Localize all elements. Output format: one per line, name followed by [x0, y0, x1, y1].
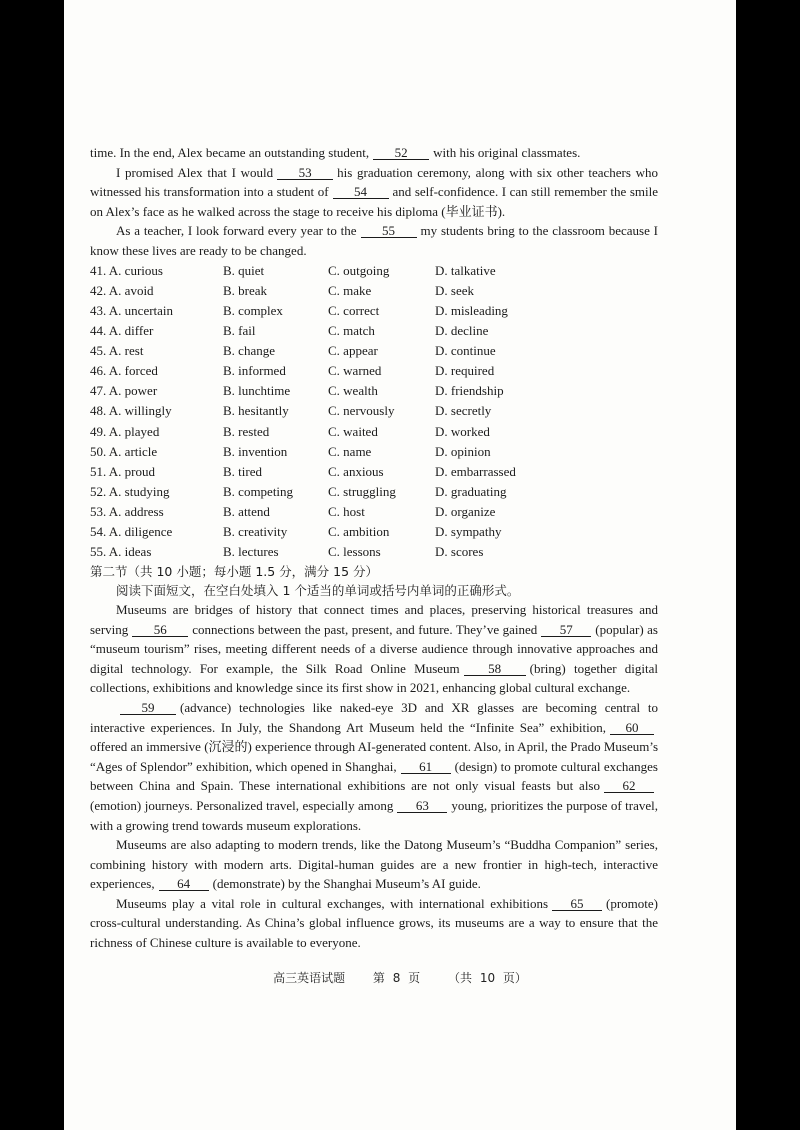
option-row-44	[90, 321, 658, 341]
option-row-42	[90, 281, 658, 301]
option-d[interactable]: D. required	[435, 363, 495, 379]
option-c[interactable]: C. ambition	[328, 524, 390, 540]
option-d[interactable]: D. opinion	[435, 443, 491, 459]
option-c[interactable]: C. name	[328, 443, 372, 459]
option-a[interactable]: 44. A. differ	[90, 323, 154, 339]
option-d[interactable]: D. decline	[435, 323, 489, 339]
text: connections between the past, present, and future. They’ve gained	[192, 621, 538, 637]
option-d[interactable]: D. misleading	[435, 303, 508, 318]
option-c[interactable]: C. warned	[328, 363, 382, 379]
option-a[interactable]: 45. A. rest	[90, 343, 144, 359]
option-b[interactable]: B. break	[223, 282, 268, 298]
option-d[interactable]: D. secretly	[435, 403, 492, 419]
option-row-43	[90, 301, 658, 321]
option-c[interactable]: C. wealth	[328, 383, 378, 399]
option-d[interactable]: D. embarrassed	[435, 463, 516, 479]
footer-subject: 高三英语试题	[273, 971, 346, 985]
option-d[interactable]: D. sympathy	[435, 524, 502, 540]
option-c[interactable]: C. host	[328, 503, 365, 519]
option-b[interactable]: B. rested	[223, 423, 270, 439]
text: and self-confidence. I can still remember the smile on Alex’s face as he walked across the stage to receive his diploma (毕业证书).	[90, 184, 658, 219]
option-a[interactable]: 49. A. played	[90, 423, 160, 439]
option-b[interactable]: B. attend	[223, 503, 270, 519]
option-c[interactable]: C. struggling	[328, 483, 396, 499]
blank-65[interactable]: 65	[552, 897, 602, 911]
paragraph-2	[90, 698, 658, 835]
option-b[interactable]: B. quiet	[223, 262, 265, 278]
option-c[interactable]: C. match	[328, 323, 375, 339]
option-b[interactable]: B. change	[223, 343, 275, 359]
option-d[interactable]: D. talkative	[435, 262, 496, 278]
option-row-53	[90, 502, 658, 522]
option-d[interactable]: D. seek	[435, 282, 474, 298]
option-d[interactable]: D. worked	[435, 423, 490, 439]
paragraph-1	[90, 600, 658, 698]
option-b[interactable]: B. tired	[223, 463, 262, 479]
blank-53[interactable]: 53	[277, 166, 333, 180]
option-a[interactable]: 54. A. diligence	[90, 524, 173, 540]
option-d[interactable]: D. organize	[435, 503, 496, 519]
page-footer	[64, 969, 736, 986]
option-row-48	[90, 401, 658, 421]
text: his graduation ceremony, along with six other teachers who witnessed his transformation into a student of	[90, 164, 658, 200]
option-row-47	[90, 381, 658, 401]
option-a[interactable]: 55. A. ideas	[90, 544, 152, 560]
option-row-46	[90, 361, 658, 381]
option-b[interactable]: B. hesitantly	[223, 403, 289, 419]
blank-61[interactable]: 61	[401, 760, 451, 774]
option-c[interactable]: C. anxious	[328, 463, 384, 479]
text: I promised Alex that I would	[116, 164, 274, 180]
paragraph-4	[90, 894, 658, 953]
option-row-49	[90, 421, 658, 441]
option-b[interactable]: B. informed	[223, 363, 286, 379]
text: (advance) technologies like naked-eye 3D and XR glasses are becoming central to interactive experiences. In July, the Shandong Art Museum held the “Infinite Sea” exhibition,	[90, 699, 658, 735]
option-c[interactable]: C. make	[328, 282, 372, 298]
option-a[interactable]: 43. A. uncertain	[90, 303, 174, 318]
option-c[interactable]: C. waited	[328, 423, 378, 439]
blank-62[interactable]: 62	[604, 779, 654, 793]
option-row-54	[90, 522, 658, 542]
option-a[interactable]: 52. A. studying	[90, 483, 170, 499]
option-row-51	[90, 462, 658, 482]
text: (popular) as “museum tourism” rises, meeting different needs of a diverse audience through innovative approaches and digital technology. For example, the Silk Road Online Museum	[90, 621, 658, 676]
option-b[interactable]: B. creativity	[223, 524, 288, 540]
option-d[interactable]: D. graduating	[435, 483, 507, 499]
option-c[interactable]: C. lessons	[328, 544, 381, 560]
text: young, prioritizes the purpose of travel, with a growing trend towards museum explorations.	[90, 797, 659, 833]
text: (bring) together digital collections, exhibitions and knowledge since its first show in 2021, enhancing global cultural exchange.	[90, 660, 658, 696]
option-c[interactable]: C. correct	[328, 303, 380, 318]
options-list	[90, 261, 658, 562]
option-c[interactable]: C. nervously	[328, 403, 395, 419]
option-a[interactable]: 46. A. forced	[90, 363, 158, 379]
option-row-55	[90, 542, 658, 562]
text: (design) to promote cultural exchanges between China and Spain. These international exhibitions are not only visual feasts but also	[90, 758, 658, 794]
blank-55[interactable]: 55	[361, 224, 417, 238]
blank-54[interactable]: 54	[333, 185, 389, 199]
option-b[interactable]: B. invention	[223, 443, 288, 459]
option-a[interactable]: 48. A. willingly	[90, 403, 172, 419]
option-b[interactable]: B. fail	[223, 323, 256, 339]
exam-page	[64, 0, 736, 1130]
blank-64[interactable]: 64	[159, 877, 209, 891]
blank-63[interactable]: 63	[397, 799, 447, 813]
text: Museums are also adapting to modern trends, like the Datong Museum’s “Buddha Companion” series, combining history with modern arts. Digital-human guides are a new frontier in high-tech, interactive experiences,	[90, 837, 658, 892]
option-d[interactable]: D. continue	[435, 343, 496, 359]
option-row-41	[90, 261, 658, 281]
passage-paragraph-53-54	[90, 163, 658, 222]
option-b[interactable]: B. lectures	[223, 544, 279, 560]
section-2-title: 第二节（共 10 小题；每小题 1.5 分，满分 15 分）	[90, 563, 379, 579]
text: Museums play a vital role in cultural exchanges, with international exhibitions	[116, 895, 549, 911]
text: time. In the end, Alex became an outstanding student,	[90, 145, 370, 160]
option-row-50	[90, 441, 658, 461]
blank-59[interactable]: 59	[120, 701, 176, 715]
option-d[interactable]: D. friendship	[435, 383, 504, 399]
blank-58[interactable]: 58	[464, 662, 526, 676]
option-a[interactable]: 53. A. address	[90, 503, 164, 519]
passage-paragraph-55	[90, 221, 658, 260]
page-content	[90, 143, 658, 953]
text: my students bring to the classroom because I know these lives are ready to be changed.	[90, 223, 658, 258]
option-a[interactable]: 51. A. proud	[90, 463, 155, 479]
footer-total-pages: （共 10 页）	[448, 971, 527, 985]
passage-line-52	[90, 143, 658, 163]
blank-56[interactable]: 56	[132, 623, 188, 637]
option-a[interactable]: 47. A. power	[90, 383, 158, 399]
option-row-45	[90, 341, 658, 361]
footer-page-number: 第 8 页	[372, 971, 421, 985]
option-b[interactable]: B. lunchtime	[223, 383, 291, 399]
text: (demonstrate) by the Shanghai Museum’s AI guide.	[212, 876, 481, 892]
option-b[interactable]: B. complex	[223, 303, 283, 318]
text: with his original classmates.	[433, 145, 581, 160]
option-row-52	[90, 482, 658, 502]
text: (promote) cross-cultural understanding. As China’s global influence grows, its museums are a way to ensure that the richness of Chinese culture is available to everyone.	[90, 895, 658, 951]
paragraph-3	[90, 835, 658, 894]
option-d[interactable]: D. scores	[435, 544, 484, 560]
text: offered an immersive (沉浸的) experience through AI-generated content. Also, in April, the Prado Museum’s “Ages of Splendor” exhibition, which opened in Shanghai,	[90, 739, 659, 774]
option-b[interactable]: B. competing	[223, 483, 294, 499]
text: As a teacher, I look forward every year to the	[116, 223, 357, 239]
option-a[interactable]: 41. A. curious	[90, 262, 163, 278]
option-a[interactable]: 50. A. article	[90, 443, 158, 459]
section-2-instruction: 阅读下面短文，在空白处填入 1 个适当的单词或括号内单词的正确形式。	[116, 582, 520, 598]
option-c[interactable]: C. outgoing	[328, 262, 390, 278]
blank-57[interactable]: 57	[541, 623, 591, 637]
option-c[interactable]: C. appear	[328, 343, 378, 359]
option-a[interactable]: 42. A. avoid	[90, 282, 154, 298]
text: (emotion) journeys. Personalized travel, especially among	[90, 797, 394, 813]
text: Museums are bridges of history that connect times and places, preserving historical treasures and serving	[90, 601, 658, 637]
blank-52[interactable]: 52	[373, 146, 429, 160]
blank-60[interactable]: 60	[610, 721, 654, 735]
